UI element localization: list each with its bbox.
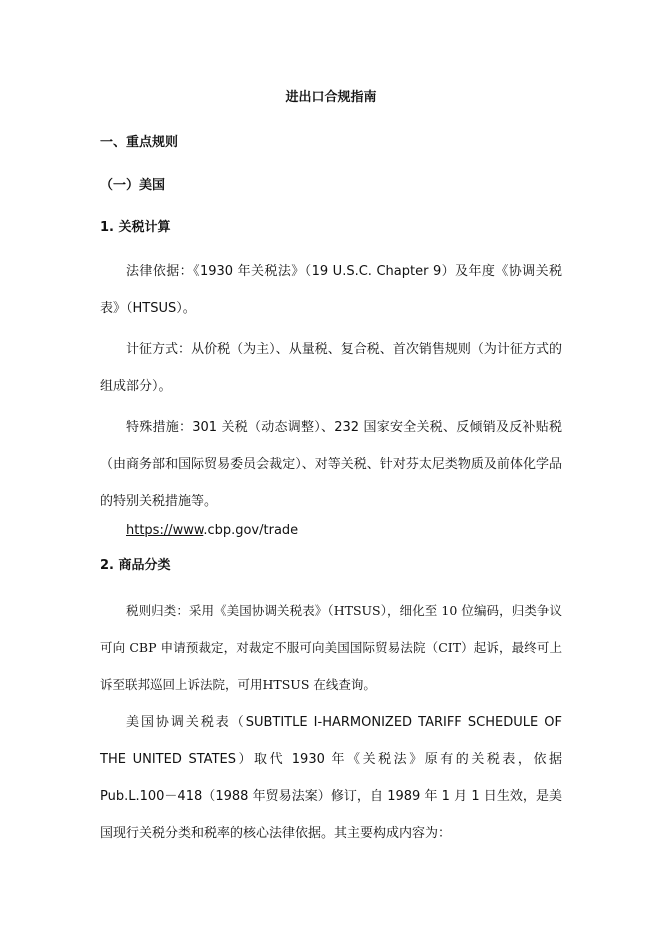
- paragraph-tariff-classification: 税则归类：采用《美国协调关税表》（HTSUS），细化至 10 位编码，归类争议可向 CBP 申请预裁定，对裁定不服可向美国国际贸易法院（CIT）起诉，最终可上诉至联邦巡回上诉法院，可用HTSUS 在线查询。: [100, 603, 562, 692]
- paragraph-levy-method: 计征方式：从价税（为主）、从量税、复合税、首次销售规则（为计征方式的组成部分）。: [100, 342, 562, 394]
- link-part-underlined[interactable]: https://www: [126, 523, 204, 538]
- section-heading-key-rules: 一、重点规则: [100, 135, 179, 150]
- paragraph-legal-basis: 法律依据：《1930 年关税法》（19 U.S.C. Chapter 9）及年度《协调关税表》（HTSUS）。: [100, 264, 562, 316]
- subsection-heading-usa: （一）美国: [100, 178, 166, 193]
- paragraph-special-measures: 特殊措施：301 关税（动态调整）、232 国家安全关税、反倾销及反补贴税（由商务部和国际贸易委员会裁定）、对等关税、针对芬太尼类物质及前体化学品的特别关税措施等。: [100, 420, 562, 509]
- heading-commodity-classification: 2. 商品分类: [100, 558, 171, 573]
- heading-tariff-calculation: 1. 关税计算: [100, 220, 171, 235]
- paragraph-htsus-description: 美国协调关税表（SUBTITLE I-HARMONIZED TARIFF SCHEDULE OF THE UNITED STATES）取代 1930 年《关税法》原有的关税表，依据 Pub.L.100－418（1988 年贸易法案）修订，自 1989 年 1 月 1 日生效，是美国现行关税分类和税率的核心法律依据。其主要构成内容为：: [100, 715, 562, 841]
- document-title: 进出口合规指南: [285, 90, 377, 105]
- link-part-plain[interactable]: .cbp.gov/trade: [203, 523, 299, 538]
- cbp-trade-link[interactable]: [126, 521, 298, 541]
